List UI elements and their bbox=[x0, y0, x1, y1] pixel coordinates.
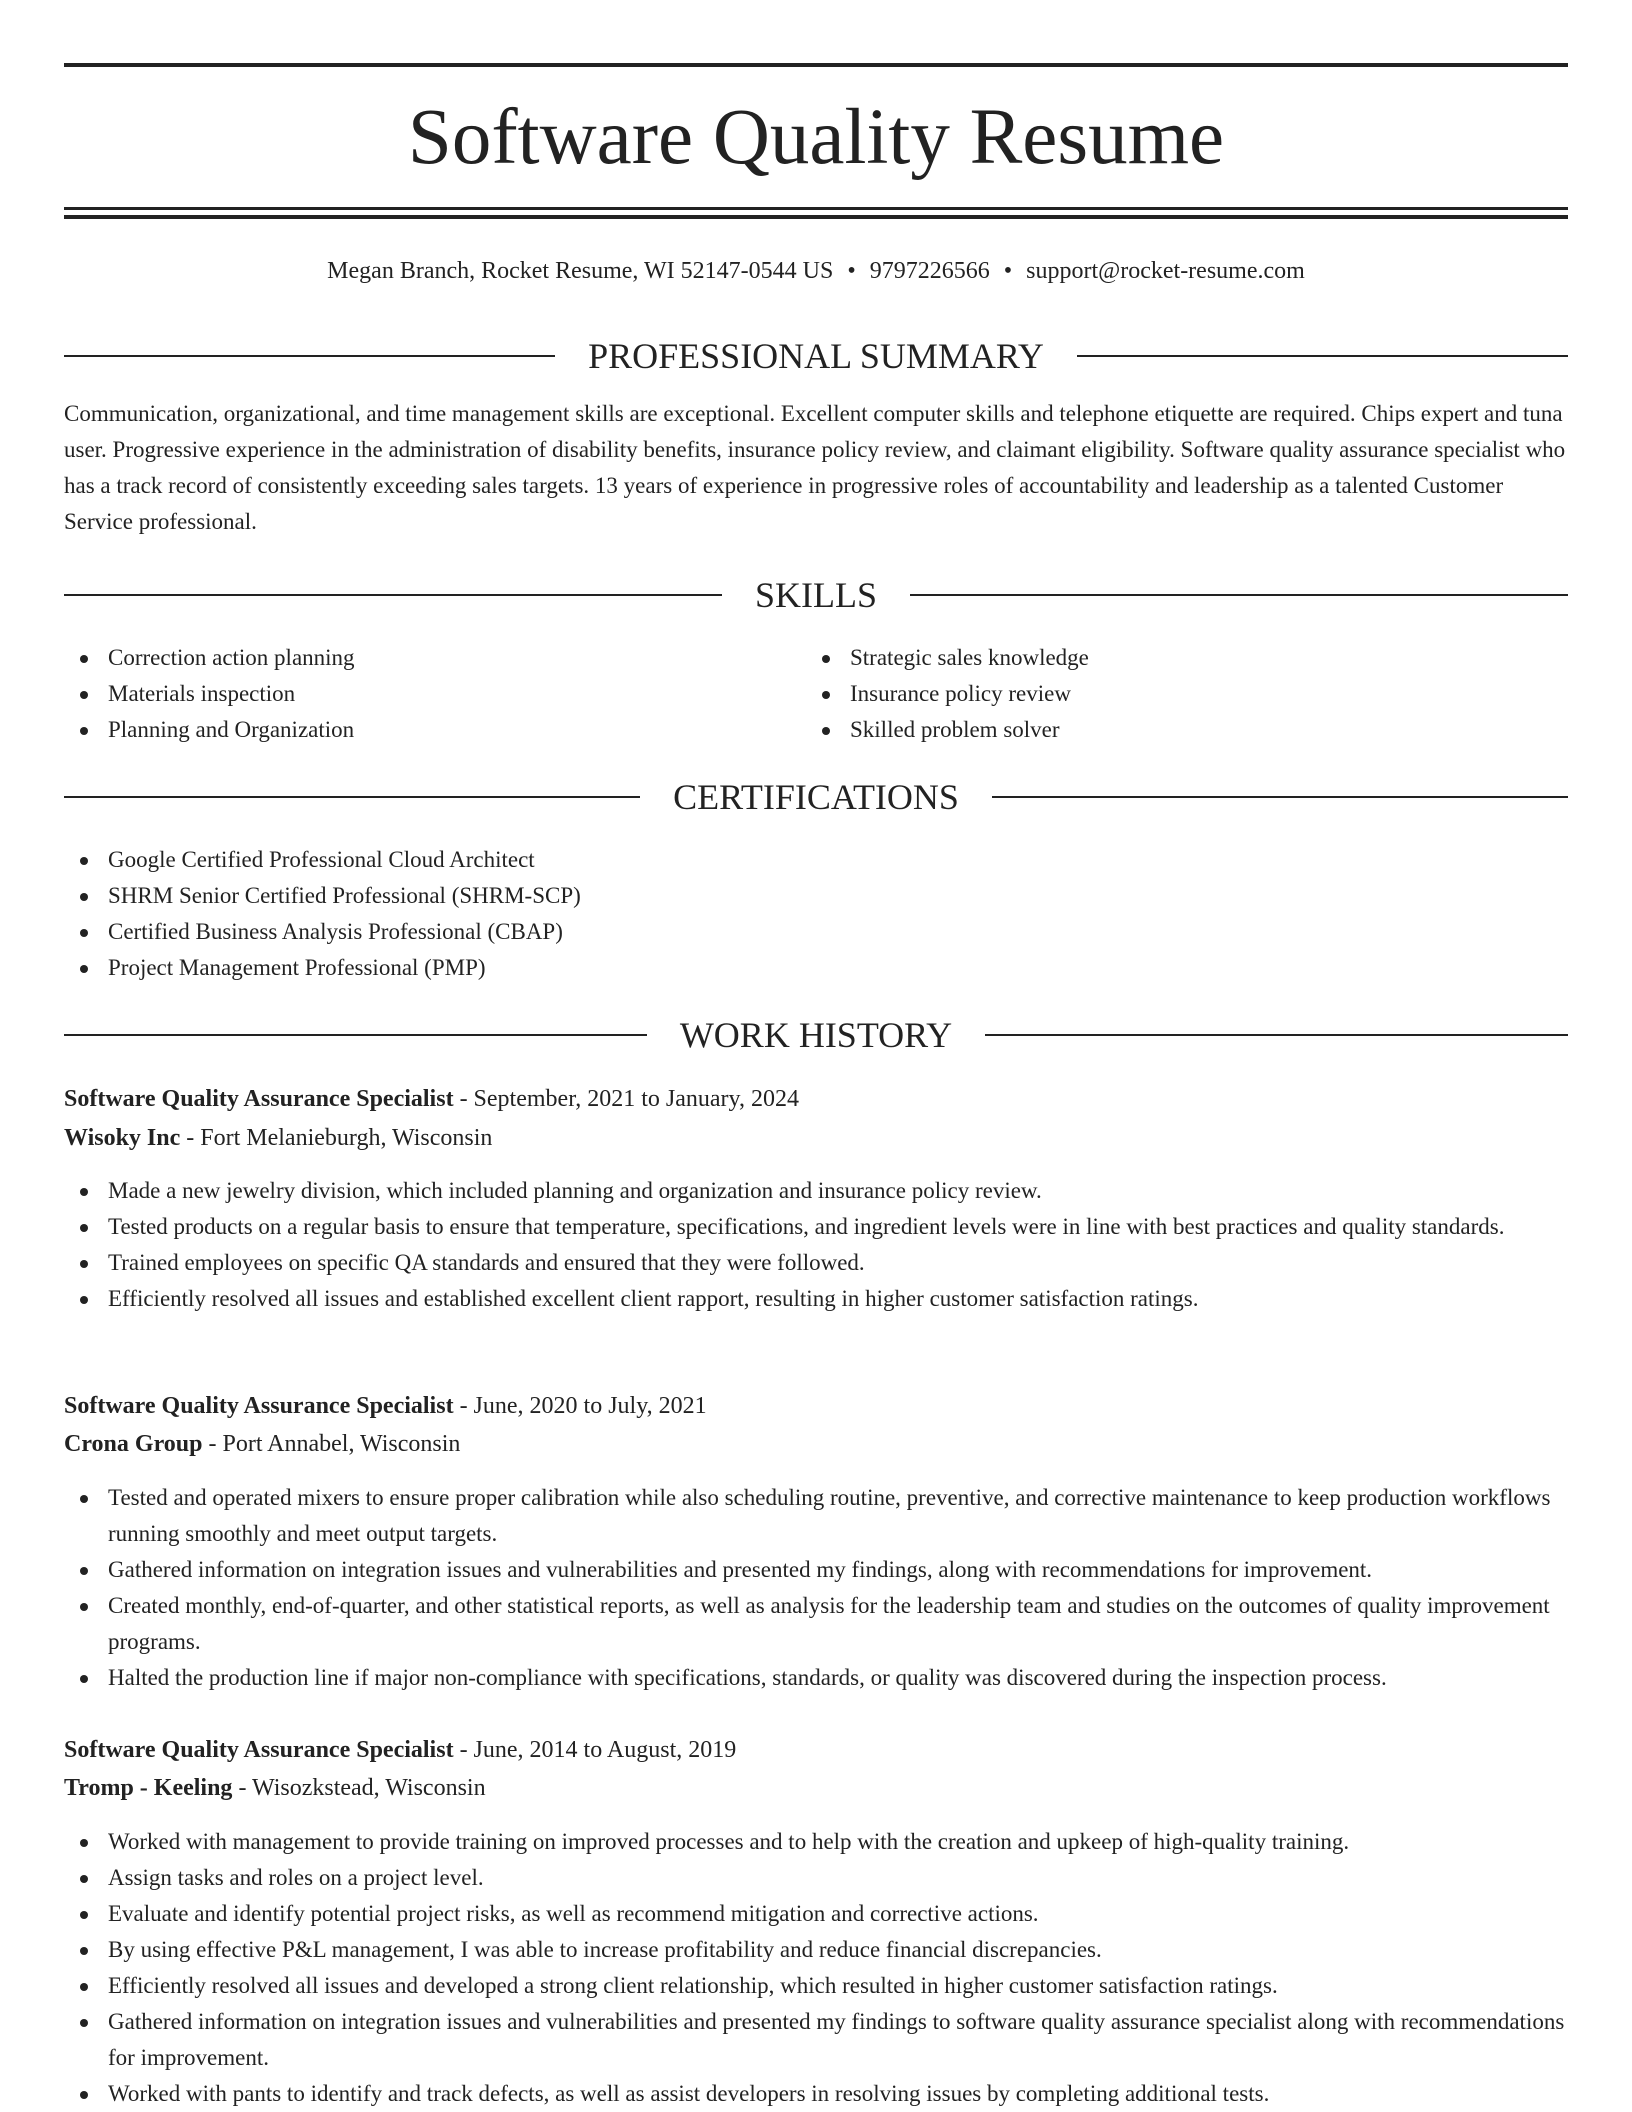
certification-item: Certified Business Analysis Professional (CBAP) bbox=[64, 914, 1568, 950]
section-title: PROFESSIONAL SUMMARY bbox=[588, 336, 1044, 376]
skill-item: Correction action planning bbox=[64, 640, 806, 676]
contact-line bbox=[64, 255, 1568, 287]
company-line bbox=[64, 1425, 1568, 1463]
job-bullet: Tested products on a regular basis to ensure that temperature, specifications, and ingredient levels were in line with best practices and quality standards. bbox=[64, 1209, 1568, 1245]
job-bullets bbox=[64, 1824, 1568, 2112]
contact-email: support@rocket-resume.com bbox=[1026, 258, 1305, 284]
divider-line bbox=[64, 594, 722, 596]
job-bullet: By using effective P&L management, I was able to increase profitability and reduce financial discrepancies. bbox=[64, 1932, 1568, 1968]
summary-text: Communication, organizational, and time management skills are exceptional. Excellent computer skills and telephone etiquette are required. Chips expert and tuna user. Progressive experience in the administration of disability benefits, insurance policy review, and claimant eligibility. Software quality assurance specialist who has a track record of consistently exceeding sales targets. 13 years of experience in progressive roles of accountability and leadership as a talented Customer Service professional. bbox=[64, 401, 1566, 534]
job-bullet: Worked with management to provide training on improved processes and to help with the creation and upkeep of high-quality training. bbox=[64, 1824, 1568, 1860]
divider-line bbox=[910, 594, 1568, 596]
skills-column-left bbox=[64, 640, 806, 748]
job-bullet: Assign tasks and roles on a project level. bbox=[64, 1860, 1568, 1896]
job-title-line bbox=[64, 1080, 1568, 1118]
job-title: Software Quality Assurance Specialist bbox=[64, 1086, 454, 1112]
divider-line bbox=[64, 1034, 647, 1036]
skills-list bbox=[64, 640, 1568, 748]
divider-line bbox=[985, 1034, 1568, 1036]
certifications-list bbox=[64, 842, 1568, 986]
certification-item: Project Management Professional (PMP) bbox=[64, 950, 1568, 986]
header-top-rule bbox=[64, 63, 1568, 67]
company-name: Wisoky Inc bbox=[64, 1125, 181, 1151]
company-line bbox=[64, 1119, 1568, 1157]
job-bullet: Gathered information on integration issues and vulnerabilities and presented my findings, along with recommendations for improvement. bbox=[64, 1552, 1568, 1588]
contact-separator: • bbox=[847, 258, 856, 284]
job-title: Software Quality Assurance Specialist bbox=[64, 1737, 454, 1763]
skill-item: Insurance policy review bbox=[806, 676, 1548, 712]
skill-item: Materials inspection bbox=[64, 676, 806, 712]
job-bullet: Efficiently resolved all issues and established excellent client rapport, resulting in higher customer satisfaction ratings. bbox=[64, 1281, 1568, 1317]
company-name: Crona Group bbox=[64, 1431, 203, 1457]
skill-item: Planning and Organization bbox=[64, 712, 806, 748]
certification-item: Google Certified Professional Cloud Architect bbox=[64, 842, 1568, 878]
divider-line bbox=[992, 796, 1568, 798]
divider-line bbox=[64, 796, 640, 798]
company-line bbox=[64, 1769, 1568, 1807]
section-title: WORK HISTORY bbox=[679, 1015, 953, 1055]
contact-address: Megan Branch, Rocket Resume, WI 52147-0544 US bbox=[327, 258, 834, 284]
section-title: SKILLS bbox=[755, 575, 878, 615]
job-bullet: Trained employees on specific QA standards and ensured that they were followed. bbox=[64, 1245, 1568, 1281]
section-heading-summary bbox=[64, 334, 1568, 378]
job-title: Software Quality Assurance Specialist bbox=[64, 1393, 454, 1419]
contact-phone: 9797226566 bbox=[869, 258, 990, 284]
company-name: Tromp - Keeling bbox=[64, 1775, 233, 1801]
job-bullet: Made a new jewelry division, which included planning and organization and insurance policy review. bbox=[64, 1173, 1568, 1209]
section-heading-skills bbox=[64, 573, 1568, 617]
section-heading-certifications bbox=[64, 775, 1568, 819]
job-dates: - June, 2020 to July, 2021 bbox=[453, 1393, 707, 1419]
job-title-line bbox=[64, 1387, 1568, 1425]
skill-item: Skilled problem solver bbox=[806, 712, 1548, 748]
skill-item: Strategic sales knowledge bbox=[806, 640, 1548, 676]
contact-separator: • bbox=[1003, 258, 1013, 284]
company-location: - Port Annabel, Wisconsin bbox=[202, 1431, 461, 1457]
header-double-rule-lower bbox=[64, 215, 1568, 219]
job-bullets bbox=[64, 1480, 1568, 1696]
job-bullet: Gathered information on integration issues and vulnerabilities and presented my findings to software quality assurance specialist along with recommendations for improvement. bbox=[64, 2004, 1568, 2076]
job-title-line bbox=[64, 1731, 1568, 1769]
job-bullet: Efficiently resolved all issues and developed a strong client relationship, which resulted in higher customer satisfaction ratings. bbox=[64, 1968, 1568, 2004]
job-dates: - June, 2014 to August, 2019 bbox=[453, 1737, 737, 1763]
company-location: - Fort Melanieburgh, Wisconsin bbox=[180, 1125, 493, 1151]
job-bullet: Created monthly, end-of-quarter, and other statistical reports, as well as analysis for the leadership team and studies on the outcomes of quality improvement programs. bbox=[64, 1588, 1568, 1660]
divider-line bbox=[1077, 355, 1568, 357]
resume-title: Software Quality Resume bbox=[407, 94, 1225, 181]
certification-item: SHRM Senior Certified Professional (SHRM-SCP) bbox=[64, 878, 1568, 914]
job-bullet: Worked with pants to identify and track defects, as well as assist developers in resolving issues by completing additional tests. bbox=[64, 2076, 1568, 2112]
section-heading-work-history bbox=[64, 1013, 1568, 1057]
job-bullet: Halted the production line if major non-compliance with specifications, standards, or quality was discovered during the inspection process. bbox=[64, 1660, 1568, 1696]
company-location: - Wisozkstead, Wisconsin bbox=[232, 1775, 486, 1801]
job-bullet: Tested and operated mixers to ensure proper calibration while also scheduling routine, preventive, and corrective maintenance to keep production workflows running smoothly and meet output targets. bbox=[64, 1480, 1568, 1552]
skills-column-right bbox=[806, 640, 1548, 748]
divider-line bbox=[64, 355, 555, 357]
job-bullets bbox=[64, 1173, 1568, 1317]
job-dates: - September, 2021 to January, 2024 bbox=[453, 1086, 799, 1112]
header-double-rule-upper bbox=[64, 207, 1568, 210]
section-title: CERTIFICATIONS bbox=[673, 777, 959, 817]
job-bullet: Evaluate and identify potential project risks, as well as recommend mitigation and corrective actions. bbox=[64, 1896, 1568, 1932]
